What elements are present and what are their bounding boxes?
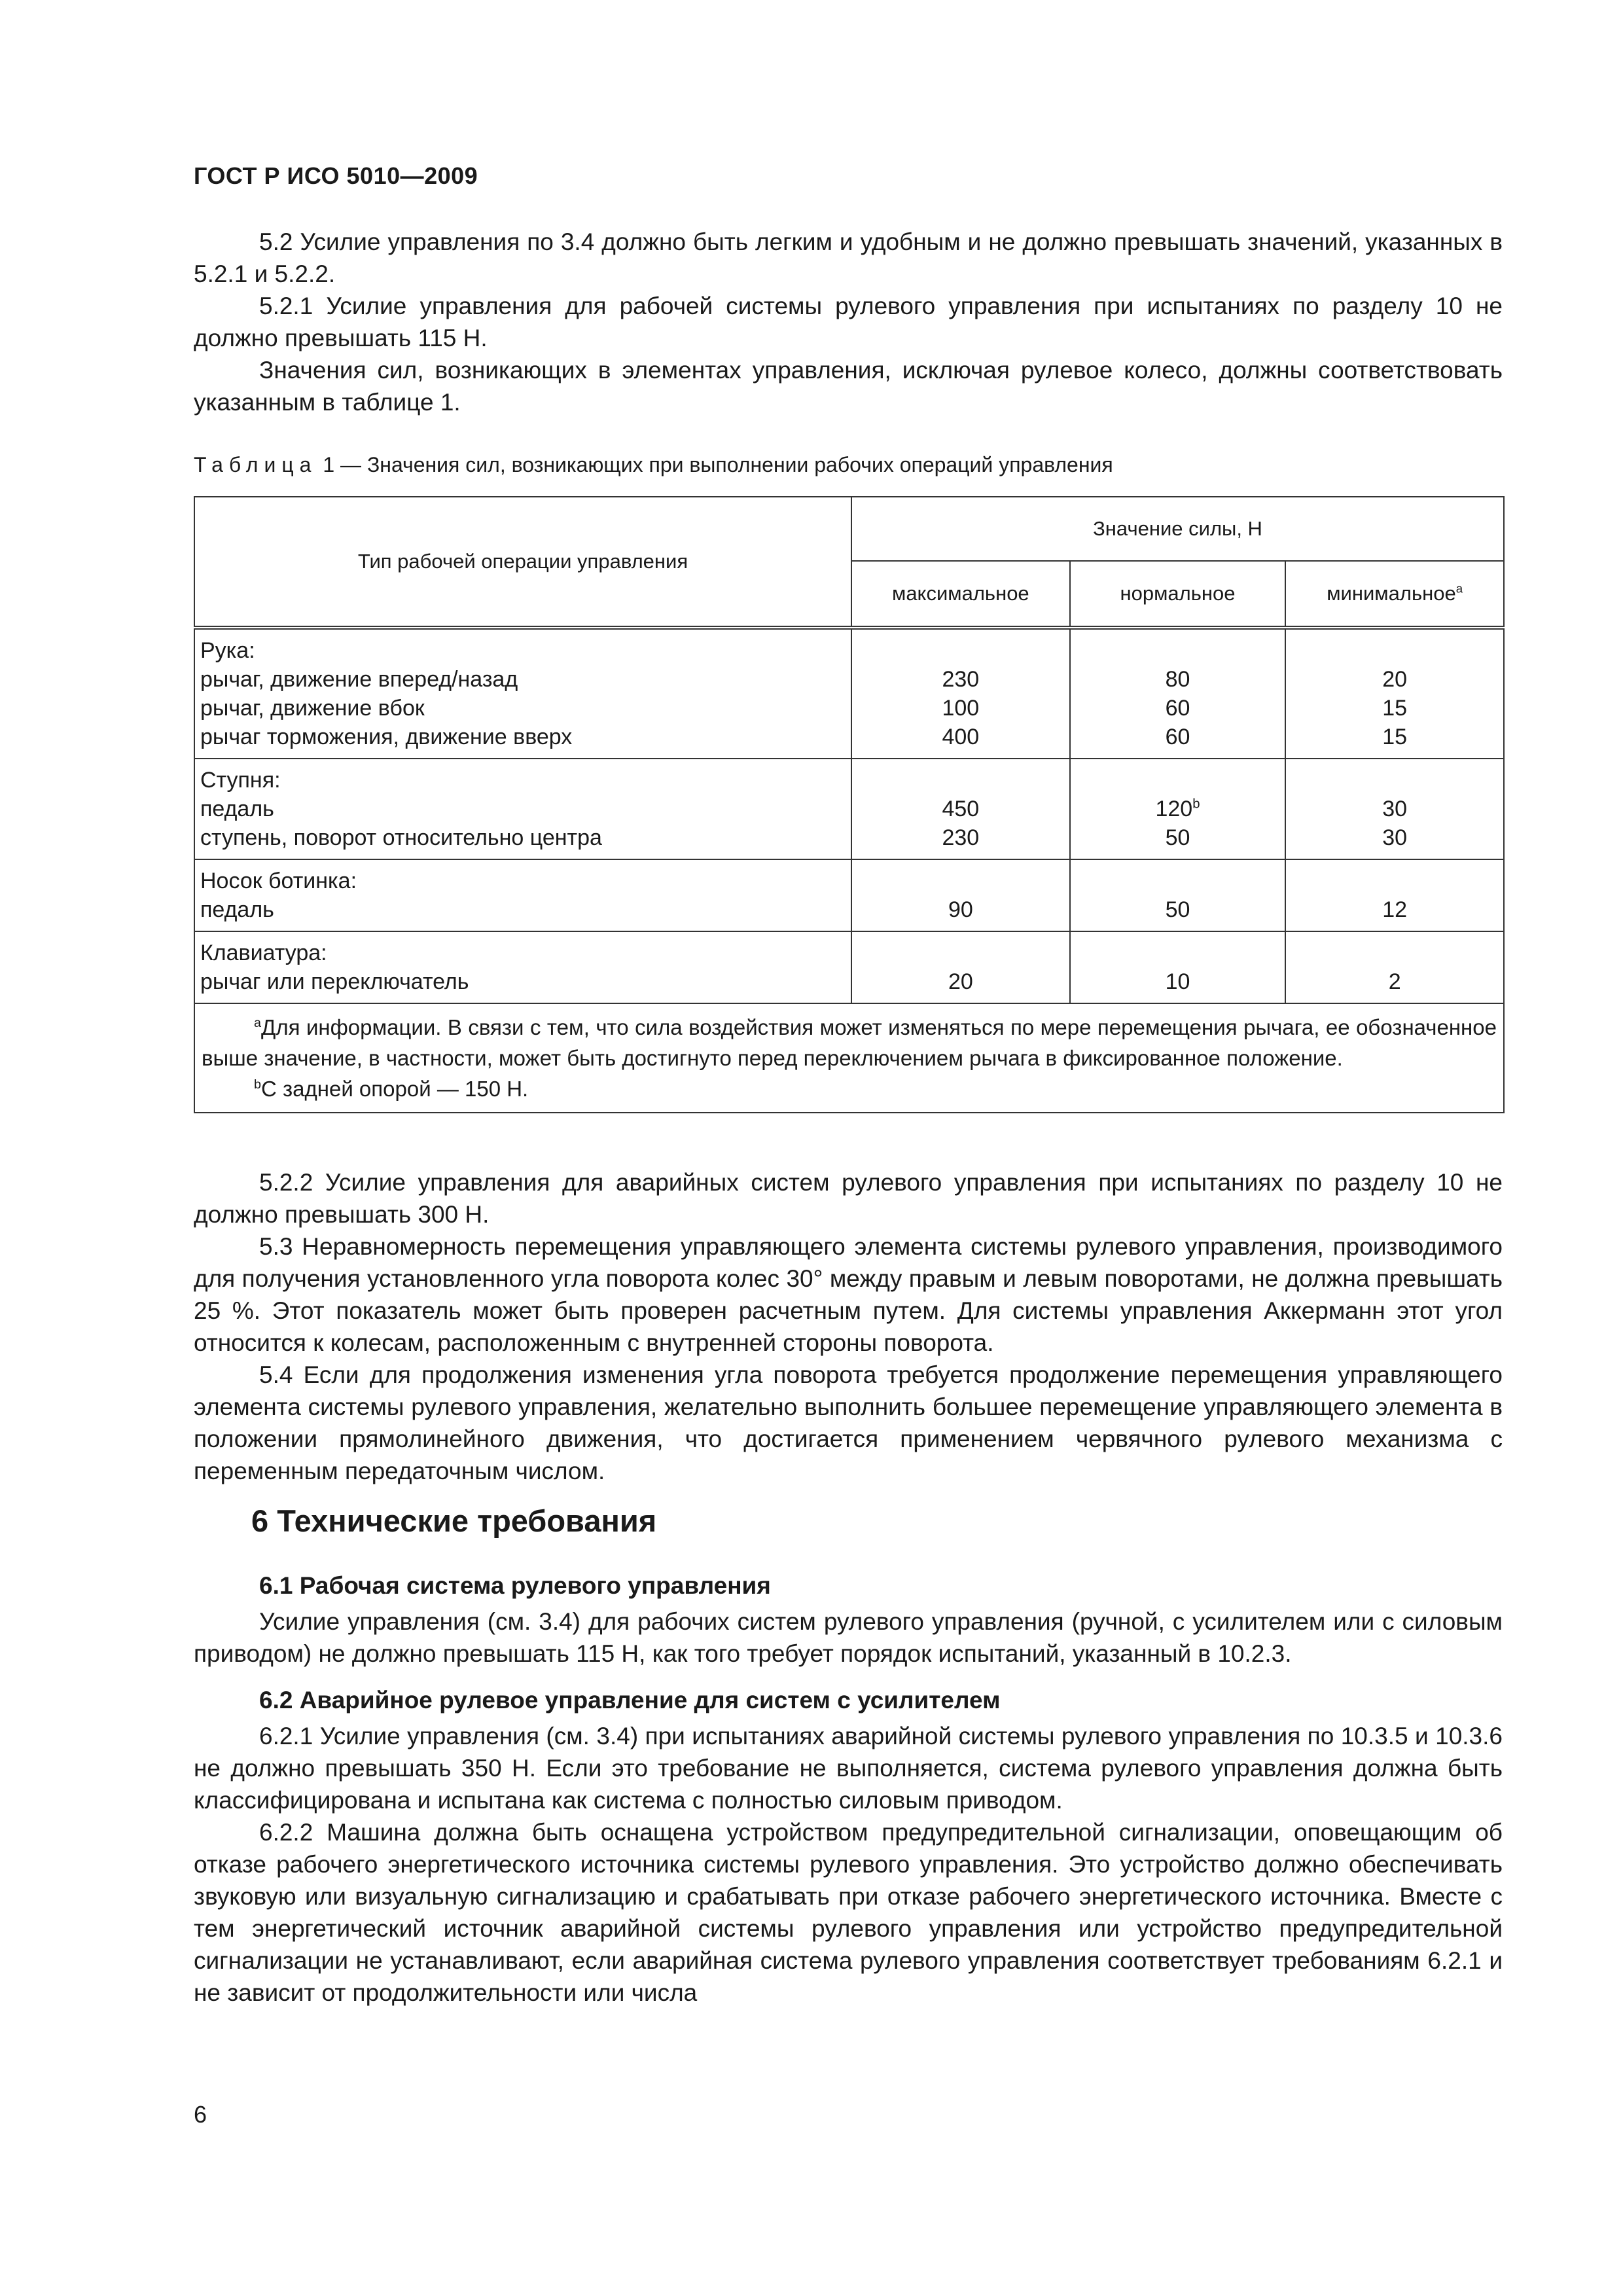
cell-max: 230: [942, 667, 980, 692]
header-max: максимальное: [851, 561, 1070, 628]
footnote-b: $^b$С задней опорой — 150 Н.: [254, 1077, 529, 1101]
table-caption-label: Таблица: [194, 453, 317, 476]
header-min: минимальное$^a$: [1285, 561, 1504, 628]
cell-min: 15: [1382, 696, 1408, 721]
section-6-2-heading: 6.2 Аварийное рулевое управление для систем с усилителем: [259, 1687, 1001, 1713]
cell-normal: 60: [1165, 696, 1190, 721]
table-row: [194, 859, 1504, 931]
header-force-value: Значение силы, Н: [851, 497, 1504, 561]
group-title-toe: Носок ботинка:: [200, 869, 357, 893]
cell-max: 230: [942, 825, 980, 850]
row-name: педаль: [200, 897, 274, 922]
cell-max: 20: [948, 969, 973, 994]
cell-max: 100: [942, 696, 980, 721]
row-name: рычаг, движение вбок: [200, 696, 425, 721]
after-table-section: [194, 1166, 1503, 1487]
paragraph-6-1: Усилие управления (см. 3.4) для рабочих систем рулевого управления (ручной, с усилителем или с силовым приводом) не должно превышать 115 Н, как того требует порядок испытаний, указанный в 10.2.3.: [194, 1608, 1503, 1667]
cell-max: 400: [942, 725, 980, 749]
cell-min: 2: [1388, 969, 1401, 994]
header-normal: нормальное: [1070, 561, 1286, 628]
table-row: [194, 931, 1504, 1003]
footnote-b-mark: b: [1192, 797, 1200, 812]
paragraph-5-2-1: 5.2.1 Усилие управления для рабочей системы рулевого управления при испытаниях по разделу 10 не должно превышать 115 Н.: [194, 293, 1503, 351]
table-row: [194, 759, 1504, 859]
document-header: ГОСТ Р ИСО 5010—2009: [194, 162, 478, 189]
table-row: [194, 628, 1504, 759]
paragraph-5-2: 5.2 Усилие управления по 3.4 должно быть легким и удобным и не должно превышать значений, указанных в 5.2.1 и 5.2.2.: [194, 228, 1503, 287]
paragraph-6-2-2: 6.2.2 Машина должна быть оснащена устройством предупредительной сигнализации, оповещающим об отказе рабочего энергетического источника системы рулевого управления. Это устройство должно обеспечивать звуковую или визуальную сигнализацию и срабатывать при отказе рабочего энергетического источника. Вместе с тем энергетический источник аварийной системы рулевого управления или устройство предупредительной сигнализации не устанавливают, если аварийная система рулевого управления соответствует требованиям 6.2.1 и не зависит от продолжительности или числа: [194, 1819, 1503, 2006]
page-number: 6: [194, 2101, 207, 2128]
group-title-foot: Ступня:: [200, 768, 281, 793]
row-name: рычаг торможения, движение вверх: [200, 725, 573, 749]
row-name: рычаг или переключатель: [200, 969, 469, 994]
cell-normal: 10: [1165, 969, 1190, 994]
cell-normal: 80: [1165, 667, 1190, 692]
cell-min: 30: [1382, 825, 1408, 850]
table-notes-row: [194, 1003, 1504, 1113]
cell-min: 15: [1382, 725, 1408, 749]
cell-normal: 120$^b$: [1155, 797, 1200, 821]
cell-min: 30: [1382, 797, 1408, 821]
table-caption-text: 1 — Значения сил, возникающих при выполнении рабочих операций управления: [317, 453, 1113, 476]
intro-section: [194, 226, 1503, 418]
section-6-1-heading: 6.1 Рабочая система рулевого управления: [259, 1572, 771, 1599]
section-6-body: [194, 1570, 1503, 2009]
paragraph-5-3: 5.3 Неравномерность перемещения управляющего элемента системы рулевого управления, производимого для получения установленного угла поворота колес 30° между правым и левым поворотами, не должна превышать 25 %. Этот показатель может быть проверен расчетным путем. Для системы управления Аккерманн этот угол относится к колесам, расположенным с внутренней стороны поворота.: [194, 1233, 1503, 1356]
group-title-hand: Рука:: [200, 638, 255, 663]
row-name: ступень, поворот относительно центра: [200, 825, 602, 850]
cell-max: 90: [948, 897, 973, 922]
paragraph-forces-intro: Значения сил, возникающих в элементах управления, исключая рулевое колесо, должны соответствовать указанным в таблице 1.: [194, 357, 1503, 416]
cell-min: 12: [1382, 897, 1408, 922]
paragraph-5-4: 5.4 Если для продолжения изменения угла поворота требуется продолжение перемещения управляющего элемента системы рулевого управления, желательно выполнить большее перемещение управляющего элемента в положении прямолинейного движения, что достигается применением червячного рулевого механизма с переменным передаточным числом.: [194, 1361, 1503, 1484]
group-title-keyboard: Клавиатура:: [200, 941, 327, 965]
section-6-heading: 6 Технические требования: [251, 1503, 657, 1538]
cell-min: 20: [1382, 667, 1408, 692]
cell-normal: 50: [1165, 825, 1190, 850]
paragraph-6-2-1: 6.2.1 Усилие управления (см. 3.4) при испытаниях аварийной системы рулевого управления по 10.3.5 и 10.3.6 не должно превышать 350 Н. Если это требование не выполняется, система рулевого управления должна быть классифицирована и испытана как система с полностью силовым приводом.: [194, 1723, 1503, 1814]
forces-table: [194, 496, 1505, 1113]
header-operation-type: Тип рабочей операции управления: [194, 497, 851, 628]
paragraph-5-2-2: 5.2.2 Усилие управления для аварийных систем рулевого управления при испытаниях по разделу 10 не должно превышать 300 Н.: [194, 1169, 1503, 1228]
table-caption: [194, 453, 1113, 477]
footnote-a-mark: a: [1455, 581, 1463, 596]
row-name: рычаг, движение вперед/назад: [200, 667, 518, 692]
cell-normal: 60: [1165, 725, 1190, 749]
cell-normal: 50: [1165, 897, 1190, 922]
cell-max: 450: [942, 797, 980, 821]
row-name: педаль: [200, 797, 274, 821]
footnote-a: $^a$Для информации. В связи с тем, что сила воздействия может изменяться по мере перемещения рычага, ее обозначенное выше значение, в частности, может быть достигнуто перед переключением рычага в фиксированное положение.: [202, 1015, 1497, 1070]
